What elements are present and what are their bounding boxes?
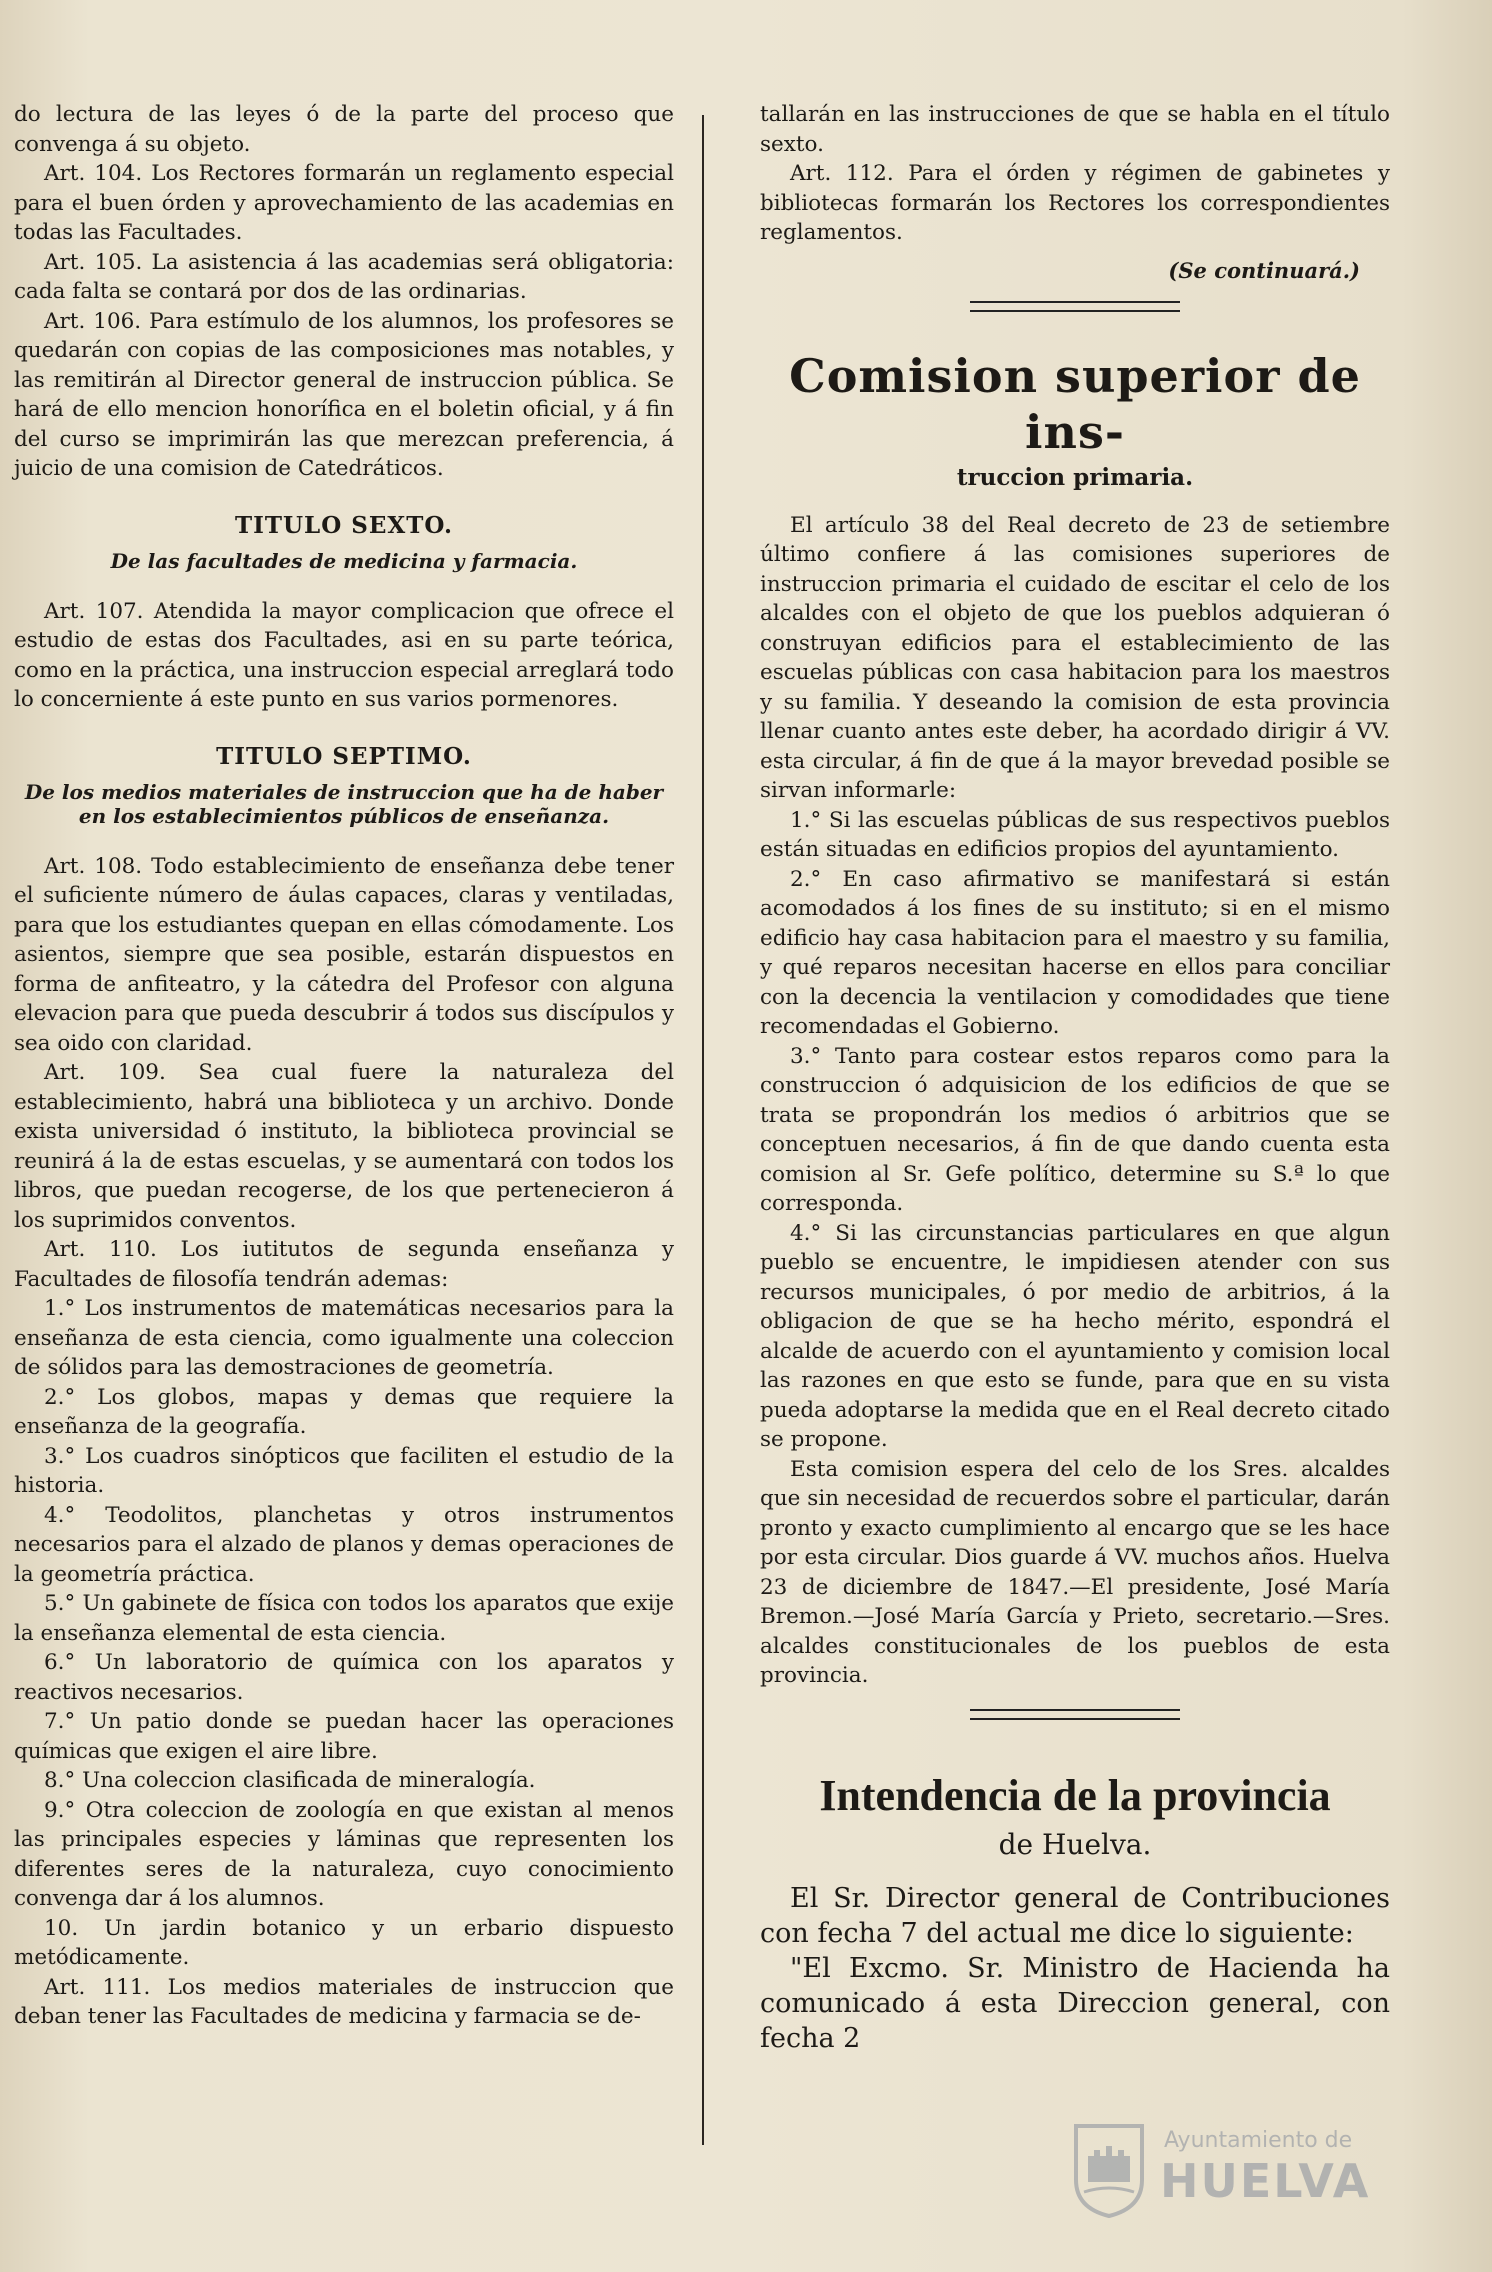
intendencia-quote: "El Excmo. Sr. Ministro de Hacienda ha comunicado á esta Direccion general, con fecha 2 xyxy=(760,1952,1390,2054)
right-paragraph-continuation: tallarán en las instrucciones de que se habla en el título sexto. xyxy=(760,102,1390,157)
article-109: Art. 109. Sea cual fuere la naturaleza del establecimiento, habrá una biblioteca y un archivo. Donde exista universidad ó instituto, la biblioteca provincial se reunirá á la de estas escuelas, y se aumentará con todos los libros, que puedan recogerse, de los que pertenecieron á los suprimidos conventos. xyxy=(14,1060,674,1233)
list-item: 1.° Los instrumentos de matemáticas necesarios para la enseñanza de esta ciencia, como igualmente una coleccion de sólidos para las demostraciones de geometría. xyxy=(14,1296,674,1380)
left-paragraph-continuation: do lectura de las leyes ó de la parte del proceso que convenga á su objeto. xyxy=(14,102,674,157)
comision-heading: Comision superior de ins- xyxy=(789,348,1361,459)
article-104: Art. 104. Los Rectores formarán un reglamento especial para el buen órden y aprovechamiento de las academias en todas las Facultades. xyxy=(14,161,674,245)
castle-shield-icon xyxy=(1072,2122,1146,2218)
section-rule xyxy=(970,1709,1180,1720)
titulo-septimo-heading: TITULO SEPTIMO. xyxy=(216,742,472,770)
titulo-sexto-heading: TITULO SEXTO. xyxy=(234,511,454,539)
comision-closing: Esta comision espera del celo de los Sres. alcaldes que sin necesidad de recuerdos sobre el particular, darán pronto y exacto cumplimiento al encargo que se les hace por esta circular. Dios guarde á VV. muchos años. Huelva 23 de diciembre de 1847.—El presidente, José María Bremon.—José María García y Prieto, secretario.—Sres. alcaldes constitucionales de los pueblos de esta provincia. xyxy=(760,1456,1390,1688)
article-108: Art. 108. Todo establecimiento de enseñanza debe tener el suficiente número de áulas capaces, claras y ventiladas, para que los estudiantes quepan en ellas cómodamente. Los asientos, siempre que sea posible, estarán dispuestos en forma de anfiteatro, y la cátedra del Profesor con alguna elevacion para que pueda descubrir á todos sus discípulos y sea oido con claridad. xyxy=(14,853,674,1056)
list-item: 2.° En caso afirmativo se manifestará si están acomodados á los fines de su instituto; si en el mismo edificio hay casa habitacion para el maestro y su familia, y qué reparos necesitan hacerse en ellos para conciliar con la decencia la ventilacion y comodidades que tiene recomendadas el Gobierno. xyxy=(760,866,1390,1039)
titulo-sexto-subheading: De las facultades de medicina y farmacia. xyxy=(110,548,578,573)
list-item: 9.° Otra coleccion de zoología en que existan al menos las principales especies y láminas que representen los diferentes seres de la naturaleza, cuyo conocimiento convenga dar á los alumnos. xyxy=(14,1797,674,1911)
intendencia-subheading: de Huelva. xyxy=(998,1827,1152,1861)
section-rule xyxy=(970,301,1180,312)
list-item: 2.° Los globos, mapas y demas que requiere la enseñanza de la geografía. xyxy=(14,1384,674,1439)
comision-paragraph: El artículo 38 del Real decreto de 23 de setiembre último confiere á las comisiones superiores de instruccion primaria el cuidado de escitar el celo de los alcaldes con el objeto de que los pueblos adquieran ó construyan edificios para el establecimiento de las escuelas públicas con casa habitacion para los maestros y su familia. Y deseando la comision de esta provincia llenar cuanto antes este deber, ha acordado dirigir á VV. esta circular, á fin de que á la mayor brevedad posible se sirvan informarle: xyxy=(760,512,1390,803)
list-item: 1.° Si las escuelas públicas de sus respectivos pueblos están situadas en edificios propios del ayuntamiento. xyxy=(760,807,1390,862)
article-112: Art. 112. Para el órden y régimen de gabinetes y bibliotecas formarán los Rectores los correspondientes reglamentos. xyxy=(760,161,1390,245)
list-item: 7.° Un patio donde se puedan hacer las operaciones químicas que exigen el aire libre. xyxy=(14,1709,674,1764)
list-item: 3.° Tanto para costear estos reparos como para la construccion ó adquisicion de los edificios de que se trata se propondrán los medios ó arbitrios que se conceptuen necesarios, á fin de que dando cuenta esta comision al Sr. Gefe político, determine su S.ª lo que corresponda. xyxy=(760,1043,1390,1216)
right-column xyxy=(760,100,1390,2056)
watermark-top-text: Ayuntamiento de xyxy=(1164,2128,1353,2153)
list-item: 3.° Los cuadros sinópticos que faciliten el estudio de la historia. xyxy=(14,1443,674,1498)
intendencia-heading: Intendencia de la provincia xyxy=(819,1770,1331,1820)
list-item: 8.° Una coleccion clasificada de mineralogía. xyxy=(44,1768,536,1793)
list-item: 4.° Si las circunstancias particulares en que algun pueblo se encuentre, le impidiesen atender con sus recursos municipales, ó por medio de arbitrios, á la obligacion de que se ha hecho mérito, espondrá el alcalde de acuerdo con el ayuntamiento y comision local las razones en que esto se funde, para que en su vista pueda adoptarse la medida que en el Real decreto citado se propone. xyxy=(760,1220,1390,1452)
article-107: Art. 107. Atendida la mayor complicacion que ofrece el estudio de estas dos Facultades, asi en su parte teórica, como en la práctica, una instruccion especial arreglará todo lo concerniente á este punto en sus varios pormenores. xyxy=(14,598,674,712)
article-111: Art. 111. Los medios materiales de instruccion que deban tener las Facultades de medicina y farmacia se de- xyxy=(14,1974,674,2029)
list-item: 4.° Teodolitos, planchetas y otros instrumentos necesarios para el alzado de planos y demas operaciones de la geometría práctica. xyxy=(14,1502,674,1587)
left-column xyxy=(14,100,674,2032)
list-item: 6.° Un laboratorio de química con los aparatos y reactivos necesarios. xyxy=(14,1650,674,1705)
comision-subheading: truccion primaria. xyxy=(956,463,1194,491)
watermark xyxy=(1072,2112,1412,2232)
list-item: 5.° Un gabinete de física con todos los aparatos que exije la enseñanza elemental de esta ciencia. xyxy=(14,1591,674,1646)
list-item: 10. Un jardin botanico y un erbario dispuesto metódicamente. xyxy=(14,1915,674,1970)
continuation-note: (Se continuará.) xyxy=(1168,257,1360,283)
intendencia-paragraph: El Sr. Director general de Contribuciones con fecha 7 del actual me dice lo siguiente: xyxy=(760,1882,1390,1949)
article-106: Art. 106. Para estímulo de los alumnos, los profesores se quedarán con copias de las composiciones mas notables, y las remitirán al Director general de instruccion pública. Se hará de ello mencion honorífica en el boletin oficial, y á fin del curso se imprimirán las que merezcan preferencia, á juicio de una comision de Catedráticos. xyxy=(14,308,674,481)
article-110: Art. 110. Los iutitutos de segunda enseñanza y Facultades de filosofía tendrán ademas: xyxy=(14,1237,674,1292)
watermark-main-text: HUELVA xyxy=(1160,2154,1371,2208)
column-divider xyxy=(702,115,704,2145)
titulo-septimo-subheading: De los medios materiales de instruccion que ha de haber en los establecimientos públicos de enseñanza. xyxy=(24,779,664,828)
article-105: Art. 105. La asistencia á las academias será obligatoria: cada falta se contará por dos de las ordinarias. xyxy=(14,249,674,304)
